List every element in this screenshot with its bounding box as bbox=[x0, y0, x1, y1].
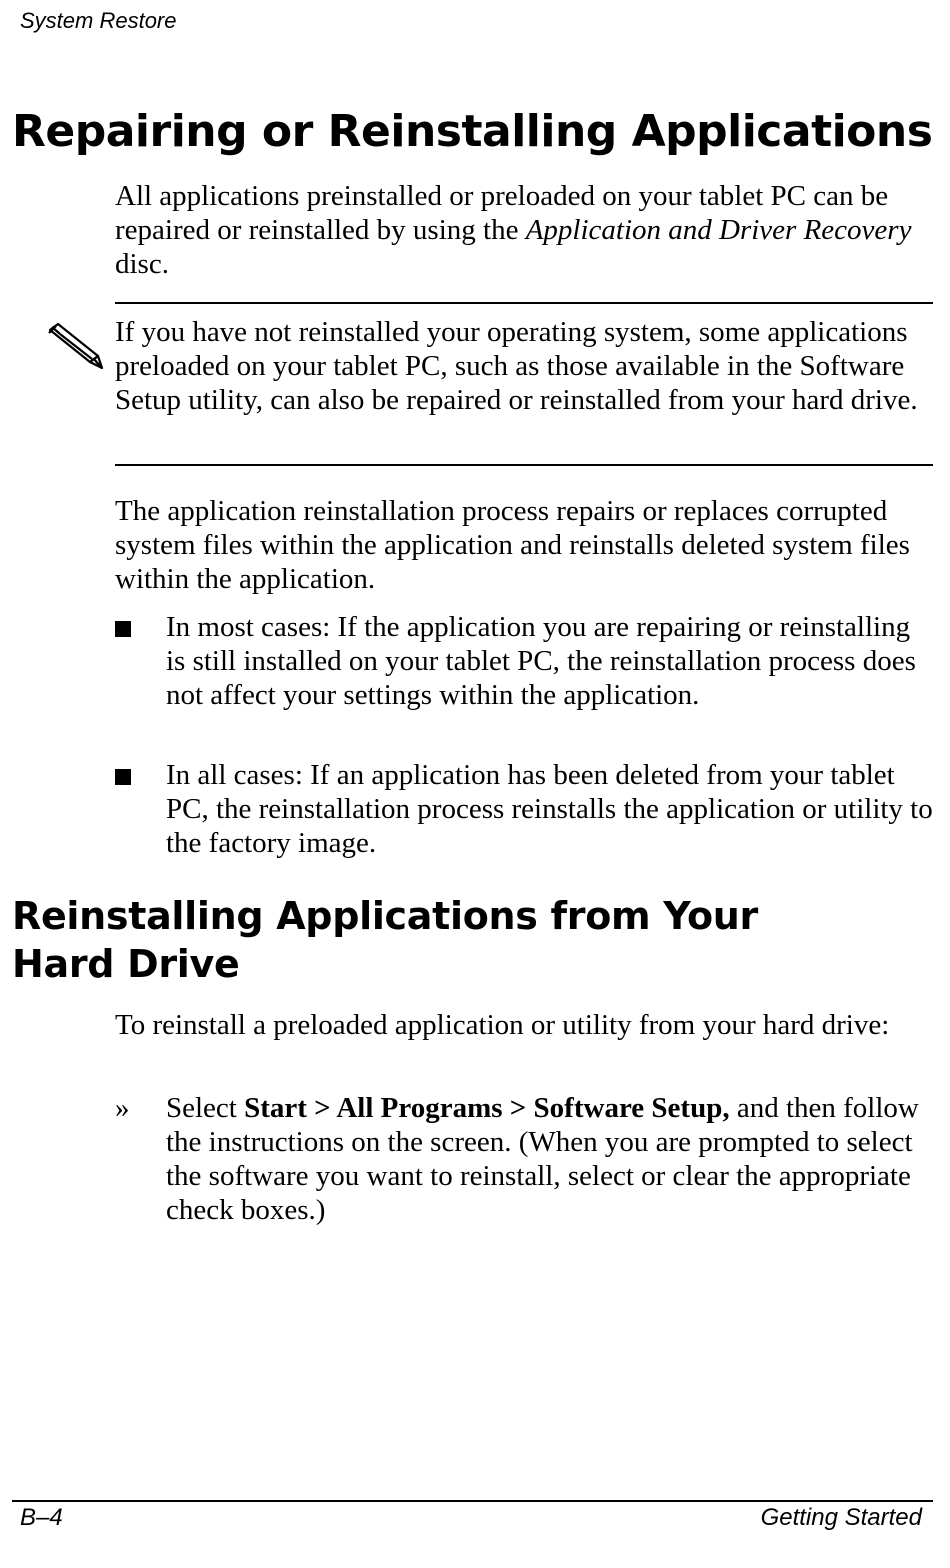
page-number: B–4 bbox=[20, 1504, 63, 1531]
bullet-text-most-cases: In most cases: If the application you are repairing or reinstalling is still installed on your tablet PC, the reinstallation process does not affect your settings within the application. bbox=[166, 611, 916, 711]
intro-text-before: All applications preinstalled or preloaded on your tablet PC can be repaired or reinstalled by using the bbox=[115, 180, 889, 246]
step-text-before: Select bbox=[166, 1092, 245, 1124]
pencil-note-icon bbox=[44, 322, 106, 372]
hard-drive-intro: To reinstall a preloaded application or utility from your hard drive: bbox=[115, 1009, 890, 1041]
footer-rule bbox=[12, 1500, 933, 1502]
step-text-after: and then follow the instructions on the screen. (When you are prompted to select the software you want to reinstall, select or clear the appropriate check boxes.) bbox=[166, 1092, 919, 1226]
bullet-text-all-cases: In all cases: If an application has been deleted from your tablet PC, the reinstallation process reinstalls the application or utility to the factory image. bbox=[166, 759, 933, 859]
step-marker: » bbox=[115, 1092, 130, 1124]
section-title-line-1: Reinstalling Applications from Your bbox=[12, 894, 758, 938]
square-bullet-icon bbox=[115, 769, 131, 785]
menu-path: Start > All Programs > Software Setup, bbox=[244, 1092, 730, 1124]
running-head: System Restore bbox=[20, 8, 177, 33]
intro-text-after: disc. bbox=[115, 248, 169, 280]
note-text: If you have not reinstalled your operating system, some applications preloaded on your tablet PC, such as those available in the Software Setup utility, can also be repaired or reinstalled from your hard drive. bbox=[115, 316, 918, 416]
step-text bbox=[166, 1091, 936, 1227]
recovery-disc-name: Application and Driver Recovery bbox=[525, 214, 912, 246]
intro-paragraph bbox=[115, 179, 935, 281]
book-title: Getting Started bbox=[760, 1504, 922, 1531]
process-paragraph: The application reinstallation process repairs or replaces corrupted system files within the application and reinstalls deleted system files within the application. bbox=[115, 495, 910, 595]
section-title-repairing: Repairing or Reinstalling Applications bbox=[12, 106, 933, 157]
note-top-rule bbox=[115, 302, 933, 304]
section-title-line-2: Hard Drive bbox=[12, 942, 240, 986]
section-title-reinstalling bbox=[12, 892, 758, 988]
square-bullet-icon bbox=[115, 621, 131, 637]
note-bottom-rule bbox=[115, 464, 933, 466]
